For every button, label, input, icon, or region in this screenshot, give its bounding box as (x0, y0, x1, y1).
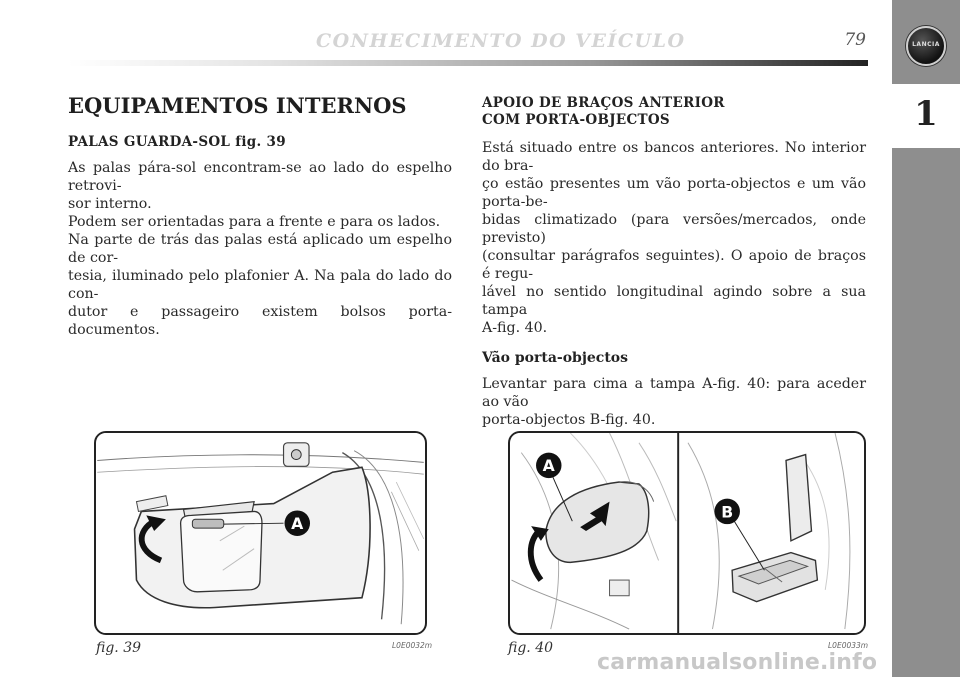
main-heading: EQUIPAMENTOS INTERNOS (68, 93, 407, 118)
header-divider (68, 60, 868, 66)
figure-40-caption: fig. 40 (508, 640, 554, 656)
storage-subheading: Vão porta-objectos (482, 350, 629, 366)
text-line: sor interno. (68, 196, 152, 212)
storage-text (482, 375, 866, 429)
section-title: CONHECIMENTO DO VEÍCULO (316, 30, 686, 52)
figure-40-code: L0E0033m (828, 641, 869, 650)
figure-40 (508, 431, 866, 635)
chapter-sidebar (892, 0, 960, 677)
logo-text: LANCIA (912, 41, 940, 48)
figure-39-caption: fig. 39 (96, 640, 142, 656)
text-line: Na parte de trás das palas está aplicado um espelho de cor- (68, 232, 452, 266)
text-line: tesia, iluminado pelo plafonier A. Na pala do lado do con- (68, 268, 452, 302)
text-line: bidas climatizado (para versões/mercados, onde previsto) (482, 212, 866, 246)
chapter-tab[interactable] (892, 84, 960, 148)
armrest-heading (482, 95, 866, 129)
text-line: (consultar parágrafos seguintes). O apoio de braços é regu- (482, 248, 866, 282)
armrest-heading-line: COM PORTA-OBJECTOS (482, 112, 670, 128)
text-line: Levantar para cima a tampa A-fig. 40: para aceder ao vão (482, 376, 866, 410)
lancia-shield-icon (906, 26, 946, 66)
watermark: carmanualsonline.info (597, 650, 878, 675)
callout-b-label: B (721, 502, 734, 522)
text-line: porta-objectos B-fig. 40. (482, 412, 656, 428)
left-column (68, 92, 452, 339)
callout-a-label: A (542, 456, 555, 476)
page-header (68, 28, 868, 58)
sun-visor-text (68, 159, 452, 339)
sun-visor-heading: PALAS GUARDA-SOL fig. 39 (68, 134, 286, 150)
text-line: Está situado entre os bancos anteriores. No interior do bra- (482, 140, 866, 174)
armrest-text (482, 139, 866, 337)
page-number: 79 (844, 30, 866, 50)
text-line: dutor e passageiro existem bolsos porta-documentos. (68, 304, 452, 338)
text-line: ço estão presentes um vão porta-objectos e um vão porta-be- (482, 176, 866, 210)
figure-39-code: L0E0032m (392, 641, 433, 650)
right-column (482, 95, 866, 429)
figure-39 (94, 431, 427, 635)
text-line: A-fig. 40. (482, 320, 548, 336)
callout-a-label: A (291, 514, 304, 534)
armrest-illustration (510, 433, 864, 633)
text-line: Podem ser orientadas para a frente e para os lados. (68, 214, 441, 230)
armrest-heading-line: APOIO DE BRAÇOS ANTERIOR (482, 95, 725, 111)
chapter-number: 1 (914, 94, 938, 134)
text-line: As palas pára-sol encontram-se ao lado do espelho retrovi- (68, 160, 452, 194)
text-line: lável no sentido longitudinal agindo sobre a sua tampa (482, 284, 866, 318)
sun-visor-illustration (96, 433, 425, 633)
